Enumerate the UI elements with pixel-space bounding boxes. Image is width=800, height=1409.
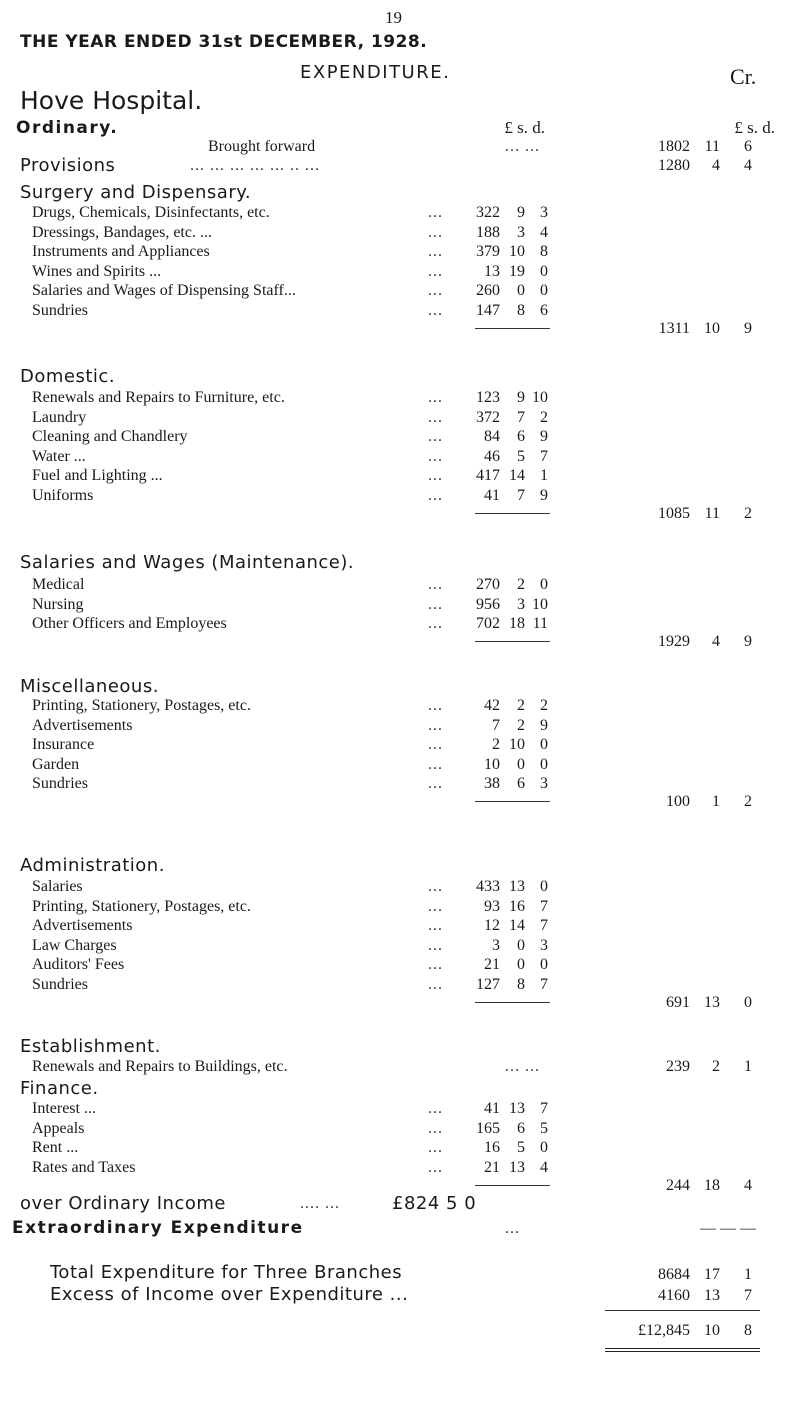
grand-total-rule-top <box>605 1310 760 1311</box>
admin-item-amount-pounds: 433 <box>476 878 500 895</box>
expenditure-heading: EXPENDITURE. <box>300 62 451 83</box>
salaries-item-leader: ... <box>428 595 443 613</box>
domestic-item-leader: ... <box>428 486 443 504</box>
salaries-item-amount-pounds: 956 <box>476 595 500 613</box>
domestic-item-amount-shillings: 6 <box>517 428 525 445</box>
misc-item-leader: ... <box>428 755 443 773</box>
excess-amount-shillings: 13 <box>704 1287 720 1304</box>
brought-forward-amount-shillings: 11 <box>704 138 720 155</box>
establishment-amount-shillings: 2 <box>712 1058 720 1075</box>
misc-item-amount-pence: 9 <box>540 716 548 734</box>
salaries-total-pence: 9 <box>744 633 752 650</box>
provisions-amount-pence: 4 <box>744 157 752 174</box>
finance-item-amount-pounds: 41 <box>484 1100 500 1117</box>
admin-item-amount-pence: 0 <box>540 878 548 895</box>
salaries-item-amount-pence: 11 <box>532 615 548 632</box>
surgery-item-leader: ... <box>428 262 443 280</box>
domestic-item-amount-pence: 1 <box>540 467 548 484</box>
misc-item-label: Garden <box>32 755 80 773</box>
domestic-total-pounds: 1085 <box>658 504 690 522</box>
finance-subtotal-rule <box>475 1185 550 1186</box>
domestic-item-label: Laundry <box>32 408 87 426</box>
domestic-item-label: Fuel and Lighting ... <box>32 467 163 484</box>
domestic-subtotal-rule <box>475 513 550 514</box>
surgery-total-shillings: 10 <box>704 319 720 337</box>
grand-total-amount-pounds: £12,845 <box>638 1322 690 1339</box>
domestic-item-amount-pounds: 84 <box>484 428 500 445</box>
finance-item-label: Appeals <box>32 1119 85 1137</box>
admin-item-amount-pounds: 21 <box>484 956 500 973</box>
domestic-item-amount-pence: 7 <box>540 447 548 465</box>
misc-item-leader: ... <box>428 775 443 792</box>
admin-item-amount-pounds: 127 <box>476 975 500 993</box>
admin-item-label: Salaries <box>32 878 83 895</box>
admin-title: Administration. <box>20 855 165 876</box>
surgery-item-amount-pounds: 188 <box>476 223 500 241</box>
salaries-item-amount-shillings: 2 <box>517 576 525 593</box>
misc-item-amount-pounds: 38 <box>484 775 500 792</box>
salaries-item-amount-pounds: 270 <box>476 576 500 593</box>
domestic-total-shillings: 11 <box>704 504 720 522</box>
surgery-item-label: Instruments and Appliances <box>32 243 210 260</box>
salaries-total-pounds: 1929 <box>658 633 690 650</box>
misc-total-pence: 2 <box>744 793 752 810</box>
surgery-item-amount-shillings: 9 <box>517 204 525 221</box>
finance-item-amount-pence: 0 <box>540 1139 548 1156</box>
domestic-item-amount-pounds: 372 <box>476 408 500 426</box>
admin-item-label: Sundries <box>32 975 88 993</box>
salaries-item-leader: ... <box>428 615 443 632</box>
surgery-item-amount-shillings: 8 <box>517 301 525 319</box>
admin-item-amount-pence: 7 <box>540 917 548 934</box>
misc-item-label: Insurance <box>32 736 95 753</box>
domestic-item-leader: ... <box>428 447 443 465</box>
establishment-title: Establishment. <box>20 1036 161 1057</box>
page-number: 19 <box>385 8 402 27</box>
grand-total-amount-pence: 8 <box>744 1322 752 1339</box>
admin-item-leader: ... <box>428 897 443 915</box>
salaries-item-leader: ... <box>428 576 443 593</box>
surgery-item-amount-pence: 0 <box>540 262 548 280</box>
salaries-item-amount-pounds: 702 <box>476 615 500 632</box>
domestic-total-pence: 2 <box>744 504 752 522</box>
admin-item-amount-shillings: 0 <box>517 936 525 954</box>
misc-item-amount-shillings: 10 <box>509 736 525 753</box>
surgery-item-amount-pence: 6 <box>540 301 548 319</box>
domestic-item-amount-pounds: 417 <box>476 467 500 484</box>
domestic-item-amount-pounds: 123 <box>476 389 500 406</box>
admin-total-pence: 0 <box>744 993 752 1011</box>
salaries-item-label: Nursing <box>32 595 84 613</box>
over-ordinary-label: over Ordinary Income <box>20 1193 226 1214</box>
surgery-item-amount-shillings: 0 <box>517 282 525 299</box>
domestic-item-label: Water ... <box>32 447 86 465</box>
finance-item-label: Interest ... <box>32 1100 96 1117</box>
surgery-item-amount-shillings: 19 <box>509 262 525 280</box>
domestic-item-amount-shillings: 9 <box>517 389 525 406</box>
admin-item-amount-pence: 3 <box>540 936 548 954</box>
salaries-item-amount-pence: 0 <box>540 576 548 593</box>
surgery-item-amount-pounds: 13 <box>484 262 500 280</box>
surgery-item-amount-pence: 8 <box>540 243 548 260</box>
admin-item-amount-pounds: 93 <box>484 897 500 915</box>
finance-item-amount-shillings: 13 <box>509 1158 525 1176</box>
domestic-item-leader: ... <box>428 428 443 445</box>
salaries-item-amount-pence: 10 <box>532 595 548 613</box>
surgery-item-amount-pence: 0 <box>540 282 548 299</box>
domestic-item-leader: ... <box>428 408 443 426</box>
surgery-subtotal-rule <box>475 328 550 329</box>
domestic-item-label: Renewals and Repairs to Furniture, etc. <box>32 389 285 406</box>
surgery-total-pence: 9 <box>744 319 752 337</box>
admin-item-leader: ... <box>428 917 443 934</box>
over-ordinary-leader: .... ... <box>300 1195 340 1212</box>
misc-item-amount-pence: 3 <box>540 775 548 792</box>
surgery-item-leader: ... <box>428 282 443 299</box>
finance-item-leader: ... <box>428 1158 443 1176</box>
salaries-item-label: Medical <box>32 576 85 593</box>
inner-column-header: £ s. d. <box>504 118 545 137</box>
admin-item-amount-pounds: 3 <box>492 936 500 954</box>
finance-item-amount-pounds: 16 <box>484 1139 500 1156</box>
finance-total-pounds: 244 <box>666 1176 690 1194</box>
admin-item-amount-pounds: 12 <box>484 917 500 934</box>
admin-item-amount-shillings: 16 <box>509 897 525 915</box>
brought-forward-amount-pounds: 1802 <box>658 138 690 155</box>
misc-item-amount-shillings: 2 <box>517 716 525 734</box>
admin-total-pounds: 691 <box>666 993 690 1011</box>
total-expenditure-amount-pounds: 8684 <box>658 1266 690 1283</box>
misc-total-shillings: 1 <box>712 793 720 810</box>
surgery-item-amount-pounds: 260 <box>476 282 500 299</box>
hospital-name: Hove Hospital. <box>20 86 203 115</box>
domestic-item-amount-shillings: 5 <box>517 447 525 465</box>
surgery-item-label: Drugs, Chemicals, Disinfectants, etc. <box>32 204 270 221</box>
brought-forward-leader: ... ... <box>505 138 540 155</box>
finance-total-shillings: 18 <box>704 1176 720 1194</box>
over-ordinary-amount: £824 5 0 <box>392 1193 477 1214</box>
admin-item-label: Auditors' Fees <box>32 956 125 973</box>
domestic-item-amount-pounds: 46 <box>484 447 500 465</box>
domestic-item-leader: ... <box>428 389 443 406</box>
misc-item-amount-shillings: 0 <box>517 755 525 773</box>
finance-item-leader: ... <box>428 1139 443 1156</box>
ordinary-heading: Ordinary. <box>16 118 119 138</box>
excess-label: Excess of Income over Expenditure ... <box>50 1284 409 1305</box>
domestic-item-amount-shillings: 7 <box>517 486 525 504</box>
outer-column-header: £ s. d. <box>734 118 775 137</box>
page-header: THE YEAR ENDED 31st DECEMBER, 1928. <box>20 32 428 52</box>
extraordinary-leader: ... <box>505 1220 520 1237</box>
finance-item-leader: ... <box>428 1119 443 1137</box>
surgery-item-amount-pounds: 147 <box>476 301 500 319</box>
salaries-subtotal-rule <box>475 641 550 642</box>
admin-total-shillings: 13 <box>704 993 720 1011</box>
finance-item-amount-pence: 4 <box>540 1158 548 1176</box>
grand-total-rule-bottom <box>605 1348 760 1352</box>
admin-item-label: Printing, Stationery, Postages, etc. <box>32 897 251 915</box>
finance-item-amount-shillings: 6 <box>517 1119 525 1137</box>
misc-total-pounds: 100 <box>666 793 690 810</box>
misc-item-amount-pence: 2 <box>540 697 548 714</box>
surgery-item-leader: ... <box>428 301 443 319</box>
surgery-item-label: Salaries and Wages of Dispensing Staff... <box>32 282 296 299</box>
provisions-amount-shillings: 4 <box>712 157 720 174</box>
brought-forward-label: Brought forward <box>208 138 316 155</box>
misc-title: Miscellaneous. <box>20 676 159 697</box>
misc-item-amount-pounds: 7 <box>492 716 500 734</box>
surgery-total-pounds: 1311 <box>658 319 690 337</box>
misc-item-amount-shillings: 6 <box>517 775 525 792</box>
misc-item-amount-pence: 0 <box>540 736 548 753</box>
excess-amount-pounds: 4160 <box>658 1287 690 1304</box>
admin-item-label: Law Charges <box>32 936 117 954</box>
domestic-item-amount-pounds: 41 <box>484 486 500 504</box>
admin-item-amount-shillings: 13 <box>509 878 525 895</box>
misc-item-label: Sundries <box>32 775 88 792</box>
domestic-item-amount-pence: 2 <box>540 408 548 426</box>
domestic-item-amount-shillings: 14 <box>509 467 525 484</box>
provisions-leader: ... ... ... ... ... .. ... <box>190 157 320 174</box>
surgery-item-leader: ... <box>428 243 443 260</box>
finance-item-amount-shillings: 13 <box>509 1100 525 1117</box>
total-expenditure-amount-shillings: 17 <box>704 1266 720 1283</box>
misc-item-leader: ... <box>428 736 443 753</box>
provisions-label: Provisions <box>20 155 116 176</box>
surgery-item-amount-pounds: 322 <box>476 204 500 221</box>
surgery-title: Surgery and Dispensary. <box>20 182 252 203</box>
establishment-leader: ... ... <box>505 1058 540 1075</box>
establishment-amount-pounds: 239 <box>666 1058 690 1075</box>
extraordinary-label: Extraordinary Expenditure <box>12 1218 304 1238</box>
admin-item-leader: ... <box>428 975 443 993</box>
admin-item-amount-shillings: 0 <box>517 956 525 973</box>
domestic-item-label: Uniforms <box>32 486 94 504</box>
misc-item-leader: ... <box>428 697 443 714</box>
domestic-item-amount-shillings: 7 <box>517 408 525 426</box>
surgery-item-amount-pence: 3 <box>540 204 548 221</box>
misc-item-amount-pounds: 2 <box>492 736 500 753</box>
misc-subtotal-rule <box>475 801 550 802</box>
finance-title: Finance. <box>20 1078 99 1099</box>
misc-item-amount-pounds: 10 <box>484 755 500 773</box>
provisions-amount-pounds: 1280 <box>658 157 690 174</box>
surgery-item-amount-shillings: 3 <box>517 223 525 241</box>
admin-item-leader: ... <box>428 936 443 954</box>
surgery-item-amount-pence: 4 <box>540 223 548 241</box>
misc-item-leader: ... <box>428 716 443 734</box>
misc-item-label: Printing, Stationery, Postages, etc. <box>32 697 251 714</box>
domestic-title: Domestic. <box>20 366 116 387</box>
brought-forward-amount-pence: 6 <box>744 138 752 155</box>
misc-item-label: Advertisements <box>32 716 133 734</box>
surgery-item-label: Wines and Spirits ... <box>32 262 162 280</box>
misc-item-amount-shillings: 2 <box>517 697 525 714</box>
finance-item-amount-pounds: 21 <box>484 1158 500 1176</box>
finance-item-leader: ... <box>428 1100 443 1117</box>
total-expenditure-label: Total Expenditure for Three Branches <box>50 1262 403 1283</box>
grand-total-amount-shillings: 10 <box>704 1322 720 1339</box>
surgery-item-amount-shillings: 10 <box>509 243 525 260</box>
finance-item-label: Rent ... <box>32 1139 79 1156</box>
surgery-item-label: Dressings, Bandages, etc. ... <box>32 223 212 241</box>
surgery-item-leader: ... <box>428 223 443 241</box>
admin-item-amount-shillings: 14 <box>509 917 525 934</box>
salaries-title: Salaries and Wages (Maintenance). <box>20 552 355 573</box>
admin-item-leader: ... <box>428 956 443 973</box>
domestic-item-amount-pence: 9 <box>540 486 548 504</box>
excess-amount-pence: 7 <box>744 1287 752 1304</box>
finance-item-amount-shillings: 5 <box>517 1139 525 1156</box>
domestic-item-amount-pence: 10 <box>532 389 548 406</box>
credit-label: Cr. <box>730 64 757 89</box>
surgery-item-amount-pounds: 379 <box>476 243 500 260</box>
domestic-item-amount-pence: 9 <box>540 428 548 445</box>
extraordinary-value: — — — <box>700 1220 756 1237</box>
finance-total-pence: 4 <box>744 1176 752 1194</box>
establishment-label: Renewals and Repairs to Buildings, etc. <box>32 1058 288 1075</box>
establishment-amount-pence: 1 <box>744 1058 752 1075</box>
admin-item-label: Advertisements <box>32 917 133 934</box>
surgery-item-leader: ... <box>428 204 443 221</box>
domestic-item-leader: ... <box>428 467 443 484</box>
salaries-item-label: Other Officers and Employees <box>32 615 227 632</box>
admin-subtotal-rule <box>475 1002 550 1003</box>
admin-item-amount-shillings: 8 <box>517 975 525 993</box>
admin-item-amount-pence: 7 <box>540 975 548 993</box>
salaries-total-shillings: 4 <box>712 633 720 650</box>
total-expenditure-amount-pence: 1 <box>744 1266 752 1283</box>
finance-item-amount-pence: 5 <box>540 1119 548 1137</box>
misc-item-amount-pounds: 42 <box>484 697 500 714</box>
admin-item-amount-pence: 7 <box>540 897 548 915</box>
domestic-item-label: Cleaning and Chandlery <box>32 428 188 445</box>
salaries-item-amount-shillings: 3 <box>517 595 525 613</box>
finance-item-label: Rates and Taxes <box>32 1158 136 1176</box>
admin-item-amount-pence: 0 <box>540 956 548 973</box>
misc-item-amount-pence: 0 <box>540 755 548 773</box>
salaries-item-amount-shillings: 18 <box>509 615 525 632</box>
finance-item-amount-pence: 7 <box>540 1100 548 1117</box>
surgery-item-label: Sundries <box>32 301 88 319</box>
admin-item-leader: ... <box>428 878 443 895</box>
finance-item-amount-pounds: 165 <box>476 1119 500 1137</box>
